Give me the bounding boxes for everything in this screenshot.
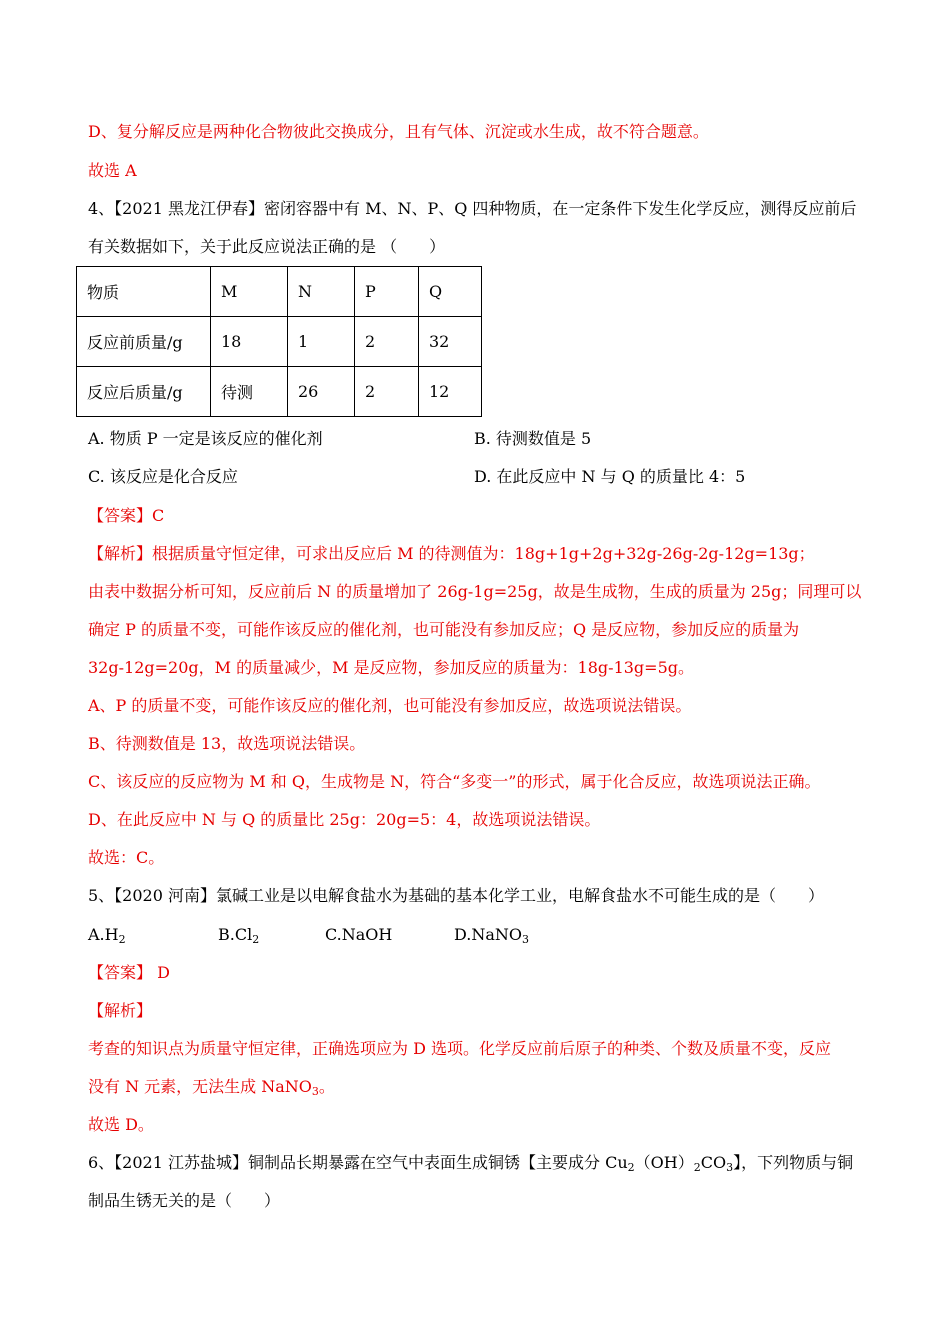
q5-option-a-text: A.H [88,925,119,944]
table-cell: 2 [355,367,419,417]
table-cell: Q [419,267,482,317]
q5-analysis-line [88,1077,335,1097]
q5-option-b-text: B.Cl [218,925,253,944]
q3-final-answer: 故选 A [88,161,137,180]
q4-option-d: D. 在此反应中 N 与 Q 的质量比 4：5 [474,467,746,486]
table-cell: 12 [419,367,482,417]
q5-analysis-label: 【解析】 [88,1001,153,1020]
subscript: 3 [726,1161,734,1174]
table-row [77,317,482,367]
table-cell: 26 [288,367,355,417]
q6-stem-text: 】，下列物质与铜 [733,1153,854,1172]
table-cell: N [288,267,355,317]
q4-answer: 【答案】C [88,506,165,525]
table-cell: P [355,267,419,317]
q4-stem-line1: 4、【2021 黑龙江伊春】密闭容器中有 M、N、P、Q 四种物质，在一定条件下发生化学反应，测得反应前后 [88,199,857,218]
q5-option-b [218,925,259,945]
table-cell: 18 [211,317,288,367]
subscript: 2 [693,1161,701,1174]
q6-stem-line1 [88,1153,853,1173]
q4-option-c: C. 该反应是化合反应 [88,467,238,486]
q4-option-b: B. 待测数值是 5 [474,429,592,448]
subscript: 2 [627,1161,635,1174]
q5-analysis-text: 没有 N 元素，无法生成 NaNO [88,1077,312,1096]
q4-analysis-line: 由表中数据分析可知，反应前后 N 的质量增加了 26g-1g=25g，故是生成物，生成的质量为 25g；同理可以 [88,582,862,601]
table-cell: 32 [419,317,482,367]
q6-stem-text: （OH） [634,1153,694,1172]
q5-option-d-text: D.NaNO [454,925,522,944]
q4-analysis-line: D、在此反应中 N 与 Q 的质量比 25g：20g=5：4，故选项说法错误。 [88,810,601,829]
table-header-row [77,267,482,317]
q6-stem-text: CO [700,1153,727,1172]
subscript: 3 [311,1085,319,1098]
q4-analysis-line: 故选：C。 [88,848,165,867]
q5-final-answer: 故选 D。 [88,1115,154,1134]
q4-analysis-line: B、待测数值是 13，故选项说法错误。 [88,734,366,753]
q3-option-d-explanation: D、复分解反应是两种化合物彼此交换成分，且有气体、沉淀或水生成，故不符合题意。 [88,122,709,141]
subscript: 2 [118,933,126,946]
q4-analysis-line: A、P 的质量不变，可能作该反应的催化剂，也可能没有参加反应，故选项说法错误。 [88,696,692,715]
q5-answer: 【答案】 D [88,963,170,982]
q4-data-table [76,266,482,417]
q6-stem-text: 6、【2021 江苏盐城】铜制品长期暴露在空气中表面生成铜锈【主要成分 Cu [88,1153,628,1172]
table-cell: 反应后质量/g [77,367,211,417]
q4-stem-line2: 有关数据如下，关于此反应说法正确的是 （ ） [88,237,446,256]
table-cell: 反应前质量/g [77,317,211,367]
q5-option-a [88,925,126,945]
q5-analysis-text: 。 [318,1077,335,1096]
q4-analysis-line: 确定 P 的质量不变，可能作该反应的催化剂，也可能没有参加反应；Q 是反应物，参加反应的质量为 [88,620,800,639]
q5-stem: 5、【2020 河南】氯碱工业是以电解食盐水为基础的基本化学工业，电解食盐水不可能生成的是（ ） [88,886,824,905]
subscript: 2 [252,933,260,946]
q5-analysis-line: 考查的知识点为质量守恒定律，正确选项应为 D 选项。化学反应前后原子的种类、个数及质量不变，反应 [88,1039,832,1058]
q5-option-d [454,925,529,945]
q4-option-a: A. 物质 P 一定是该反应的催化剂 [88,429,323,448]
table-cell: 物质 [77,267,211,317]
table-cell: M [211,267,288,317]
q5-option-c: C.NaOH [325,925,393,944]
q4-analysis-line: C、该反应的反应物为 M 和 Q，生成物是 N，符合“多变一”的形式，属于化合反应，故选项说法正确。 [88,772,821,791]
q6-stem-line2: 制品生锈无关的是（ ） [88,1191,281,1210]
table-cell: 1 [288,317,355,367]
q4-analysis-line: 32g-12g=20g，M 的质量减少，M 是反应物，参加反应的质量为：18g-13g=5g。 [88,658,694,677]
table-row [77,367,482,417]
q4-analysis-line: 【解析】根据质量守恒定律，可求出反应后 M 的待测值为：18g+1g+2g+32g-26g-2g-12g=13g； [88,544,815,563]
subscript: 3 [522,933,529,946]
table-cell: 2 [355,317,419,367]
table-cell: 待测 [211,367,288,417]
